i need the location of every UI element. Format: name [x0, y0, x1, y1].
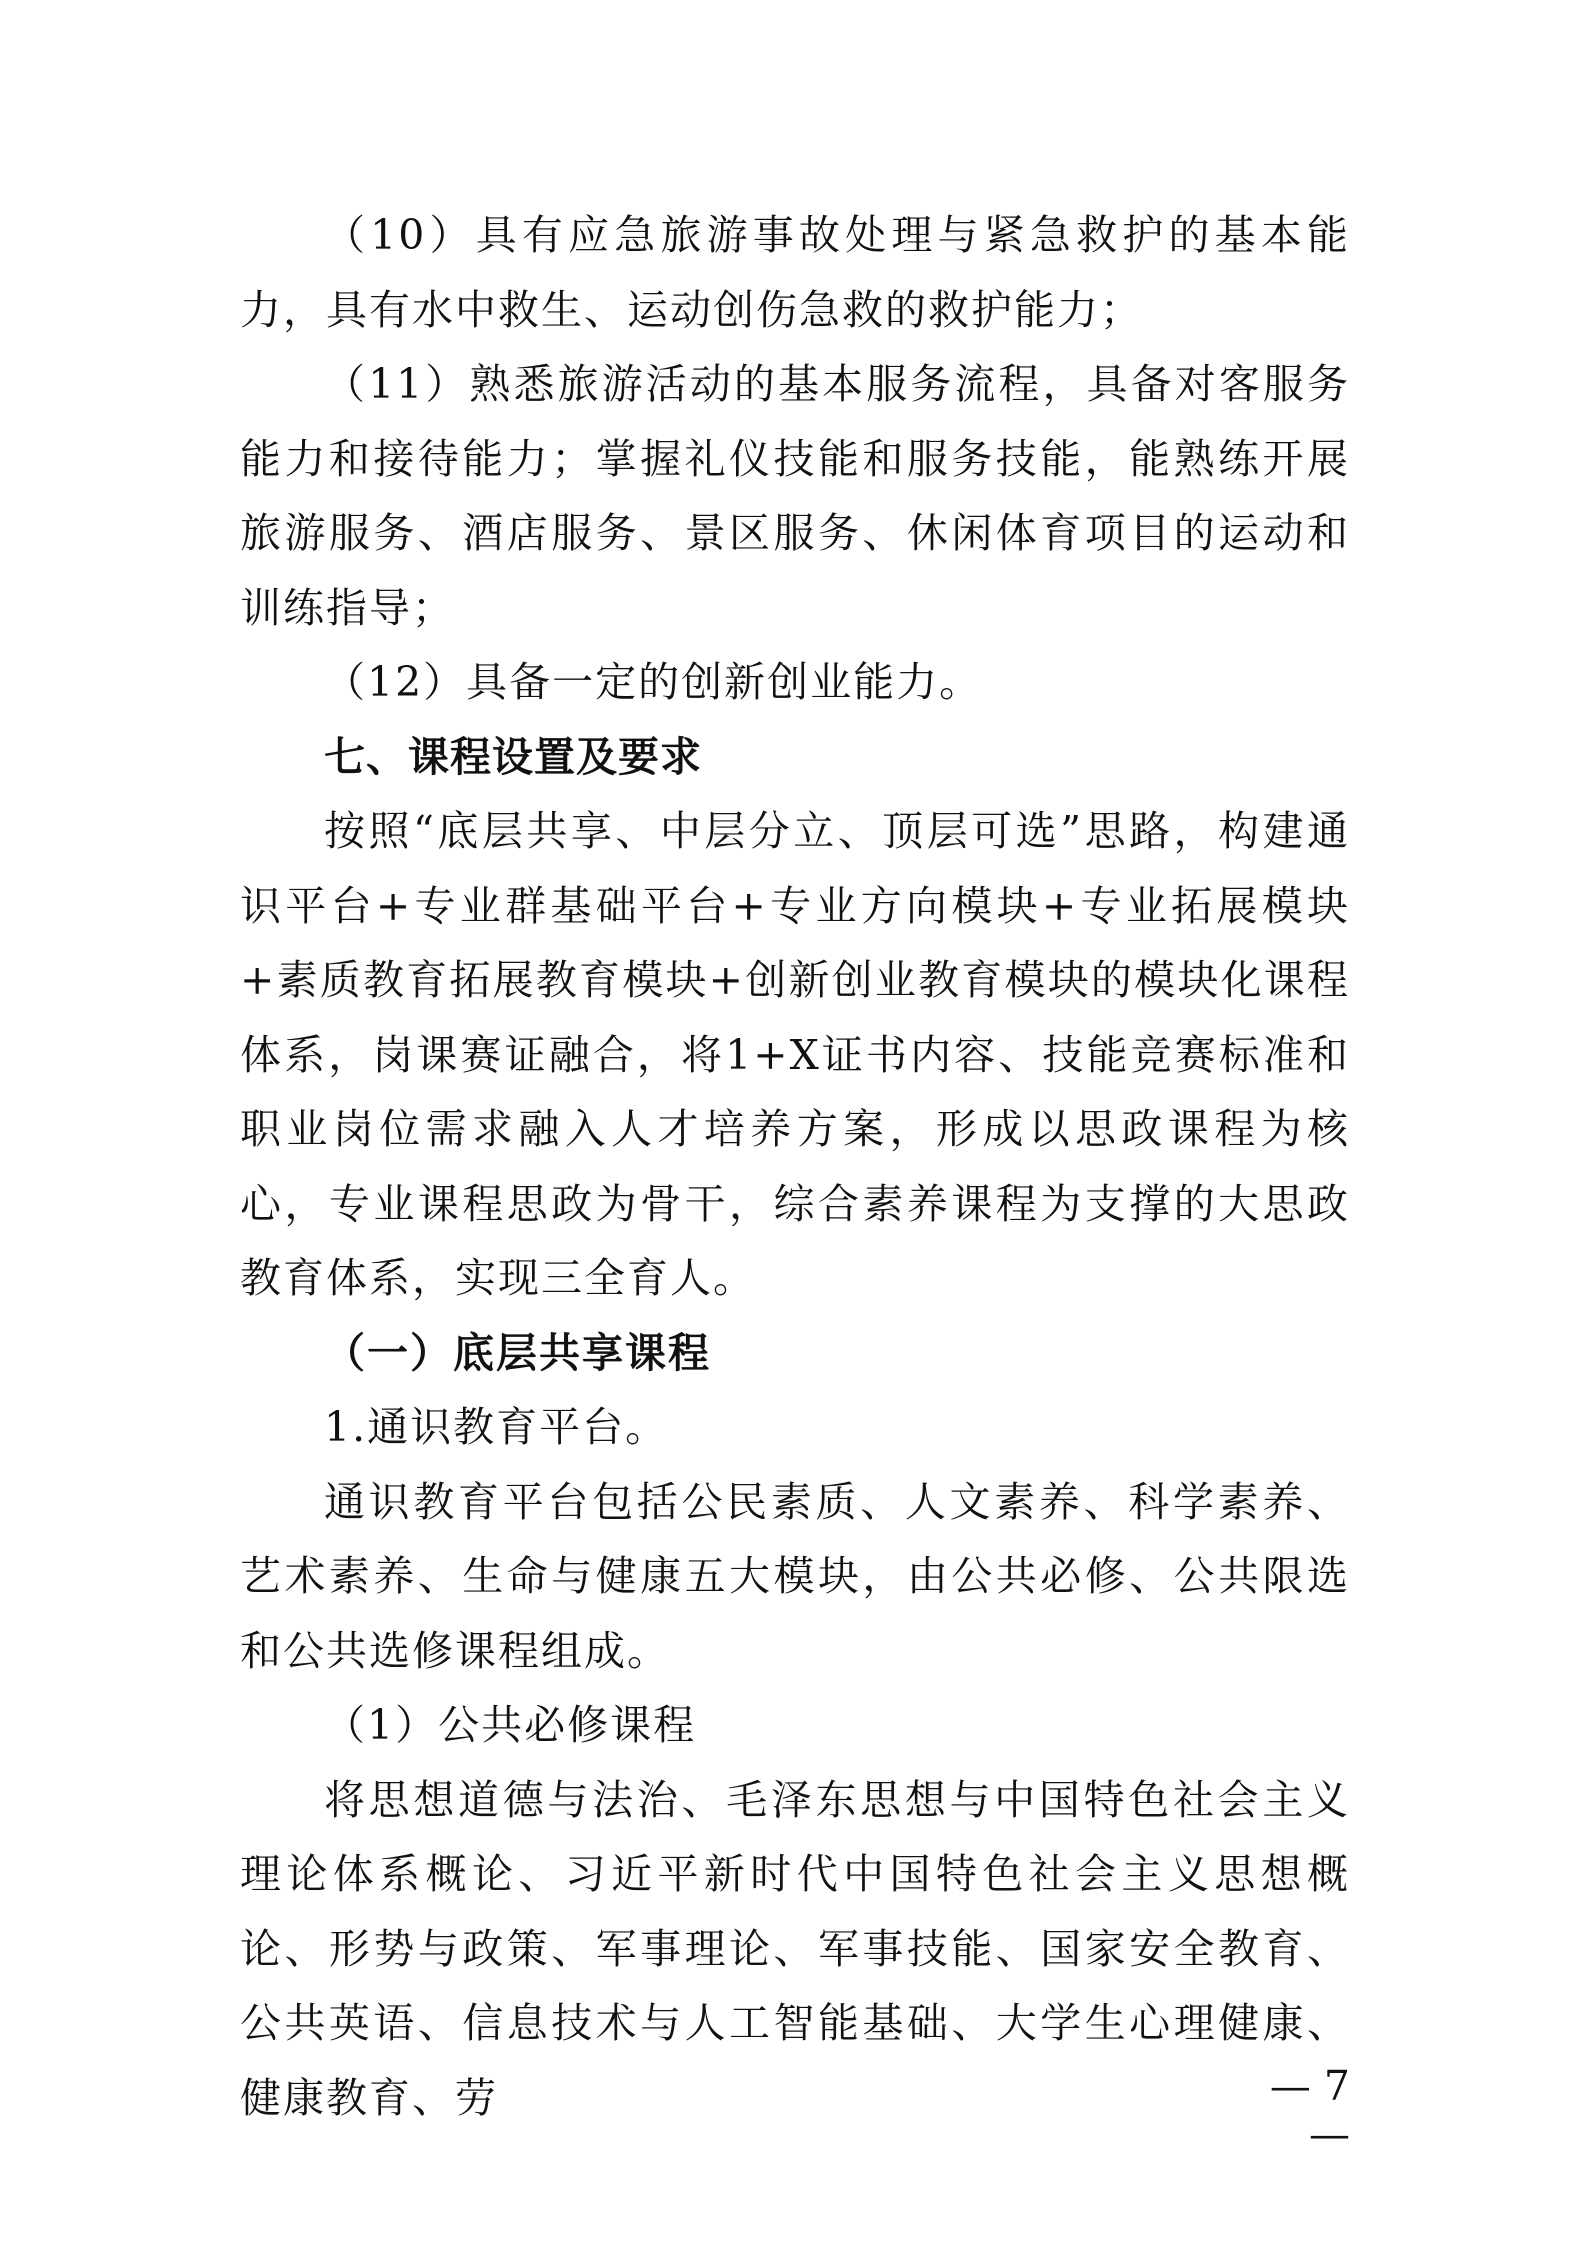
subsection-heading-shared-courses: （一）底层共享课程	[324, 1328, 711, 1377]
paragraph-ability-10: （10）具有应急旅游事故处理与紧急救护的基本能力，具有水中救生、运动创伤急救的救护能力；	[240, 211, 1350, 334]
paragraph-required-courses-title: （1）公共必修课程	[324, 1701, 697, 1749]
paragraph-ability-12: （12）具备一定的创新创业能力。	[324, 658, 983, 706]
section-heading-curriculum: 七、课程设置及要求	[324, 732, 702, 781]
document-body	[240, 198, 1350, 2135]
paragraph-general-platform-desc: 通识教育平台包括公民素质、人文素养、科学素养、艺术素养、生命与健康五大模块，由公共必修、公共限选和公共选修课程组成。	[240, 1477, 1350, 1675]
paragraph-ability-11: （11）熟悉旅游活动的基本服务流程，具备对客服务能力和接待能力；掌握礼仪技能和服务技能，能熟练开展旅游服务、酒店服务、景区服务、休闲体育项目的运动和训练指导；	[240, 360, 1350, 632]
page-number: — 7 —	[1269, 2062, 1350, 2158]
paragraph-general-platform-title: 1.通识教育平台。	[324, 1403, 669, 1451]
paragraph-required-courses-desc: 将思想道德与法治、毛泽东思想与中国特色社会主义理论体系概论、习近平新时代中国特色社会主义思想概论、形势与政策、军事理论、军事技能、国家安全教育、公共英语、信息技术与人工智能基础、大学生心理健康、健康教育、劳	[240, 1775, 1350, 2122]
paragraph-curriculum-intro: 按照“底层共享、中层分立、顶层可选”思路，构建通识平台+专业群基础平台+专业方向模块+专业拓展模块+素质教育拓展教育模块+创新创业教育模块的模块化课程体系，岗课赛证融合，将1+X证书内容、技能竞赛标准和职业岗位需求融入人才培养方案，形成以思政课程为核心，专业课程思政为骨干，综合素养课程为支撑的大思政教育体系，实现三全育人。	[240, 807, 1350, 1302]
